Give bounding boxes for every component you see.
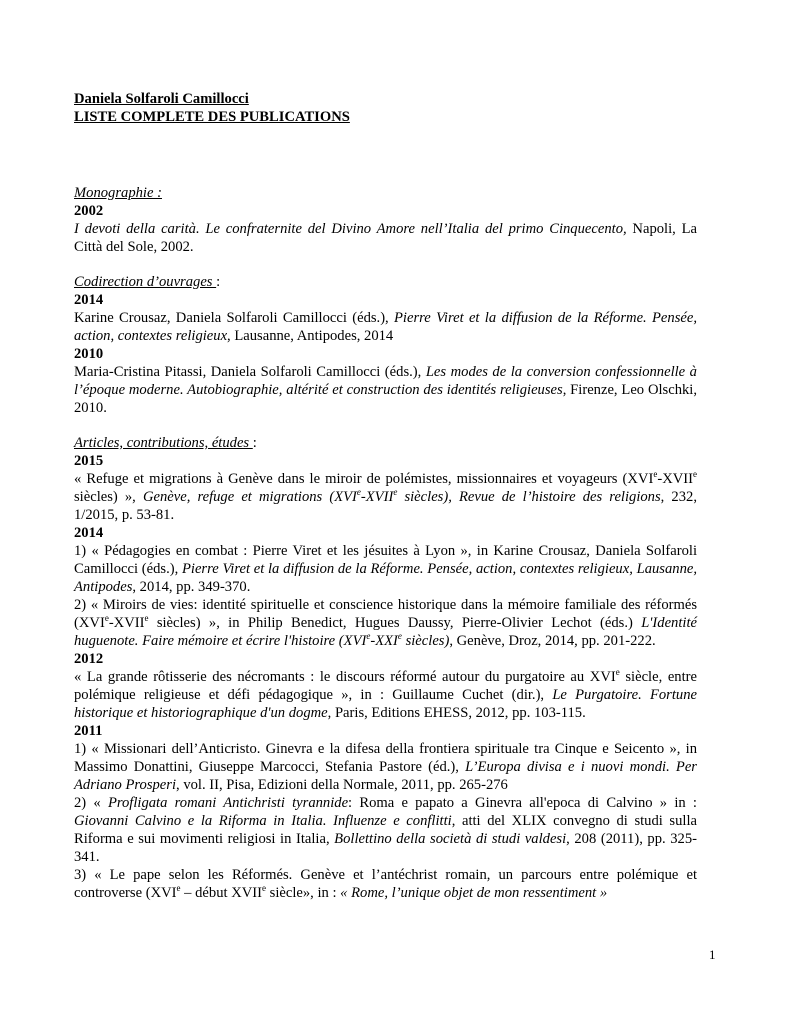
entry-article-2015: « Refuge et migrations à Genève dans le miroir de polémistes, missionnaires et voyageurs (XVIe-XVIIe siècles) », Genève, refuge et migrations (XVIe-XVIIe siècles), Revue de l’histoire des religions, 232, 1/2015, p. 53-81. [74, 469, 697, 523]
entry-article-2014-2: 2) « Miroirs de vies: identité spirituelle et conscience historique dans la mémoire familiale des réformés (XVIe-XVIIe siècles) », in Philip Benedict, Hugues Daussy, Pierre-Olivier Lechot (éds.) L'Identité huguenote. Faire mémoire et écrire l'histoire (XVIe-XXIe siècles), Genève, Droz, 2014, pp. 201-222. [74, 597, 697, 649]
year-2002: 2002 [74, 203, 104, 219]
entry-article-2011-3: 3) « Le pape selon les Réformés. Genève et l’antéchrist romain, un parcours entre polémique et controverse (XVIe – début XVIIe siècle», in : « Rome, l’unique objet de mon ressentiment » [74, 867, 697, 901]
year-2015: 2015 [74, 453, 104, 469]
year-2010: 2010 [74, 346, 104, 362]
author-name: Daniela Solfaroli Camillocci [74, 91, 249, 107]
entry-article-2011-2: 2) « Profligata romani Antichristi tyrannide: Roma e papato a Ginevra all'epoca di Calvino » in : Giovanni Calvino e la Riforma in Italia. Influenze e conflitti, atti del XLIX convegno di studi sulla Riforma e sui movimenti religiosi in Italia, Bollettino della società di studi valdesi, 208 (2011), pp. 325-341. [74, 795, 697, 865]
year-2014: 2014 [74, 292, 104, 308]
document-title: LISTE COMPLETE DES PUBLICATIONS [74, 109, 350, 125]
entry-article-2012: « La grande rôtisserie des nécromants : le discours réformé autour du purgatoire au XVIe siècle, entre polémique religieuse et défi pédagogique », in : Guillaume Cuchet (dir.), Le Purgatoire. Fortune historique et historiographique d'un dogme, Paris, Editions EHESS, 2012, pp. 103-115. [74, 667, 697, 721]
page-number: 1 [709, 947, 716, 962]
entry-title: I devoti della carità. Le confraternite del Divino Amore nell’Italia del primo Cinquecento, [74, 221, 627, 237]
entry-article-2011-1: 1) « Missionari dell’Anticristo. Ginevra e la difesa della frontiera spirituale tra Cinque e Seicento », in Massimo Donattini, Giuseppe Marcocci, Stefania Pastore (éd.), L’Europa divisa e i nuovi mondi. Per Adriano Prosperi, vol. II, Pisa, Edizioni della Normale, 2011, pp. 265-276 [74, 741, 697, 793]
entry-codirection-2010: Maria-Cristina Pitassi, Daniela Solfaroli Camillocci (éds.), Les modes de la conversion confessionnelle à l’époque moderne. Autobiographie, altérité et construction des identités religieuses, Firenze, Leo Olschki, 2010. [74, 364, 697, 416]
section-heading-monographie: Monographie : [74, 185, 162, 201]
section-heading-codirection: Codirection d’ouvrages [74, 274, 217, 290]
section-codirection: Codirection d’ouvrages : 2014 Karine Crousaz, Daniela Solfaroli Camillocci (éds.), Pierre Viret et la diffusion de la Réforme. Pensée, action, contextes religieux, Lausanne, Antipodes, 2014 2010 Maria-Cristina Pitassi, Daniela Solfaroli Camillocci (éds.), Les modes de la conversion confessionnelle à l’époque moderne. Autobiographie, altérité et construction des identités religieuses, Firenze, Leo Olschki, 2010. [74, 274, 697, 416]
section-monographie [74, 184, 697, 256]
year-2012: 2012 [74, 651, 104, 667]
document-body [74, 90, 697, 902]
section-heading-articles: Articles, contributions, études [74, 435, 253, 451]
entry-article-2014-1: 1) « Pédagogies en combat : Pierre Viret et les jésuites à Lyon », in Karine Crousaz, Daniela Solfaroli Camillocci (éds.), Pierre Viret et la diffusion de la Réforme. Pensée, action, contextes religieux, Lausanne, Antipodes, 2014, pp. 349-370. [74, 543, 697, 595]
entry-codirection-2014: Karine Crousaz, Daniela Solfaroli Camillocci (éds.), Pierre Viret et la diffusion de la Réforme. Pensée, action, contextes religieux, Lausanne, Antipodes, 2014 [74, 310, 697, 344]
year-2014-articles: 2014 [74, 525, 104, 541]
year-2011: 2011 [74, 723, 103, 739]
section-articles: Articles, contributions, études : 2015 « Refuge et migrations à Genève dans le miroir de polémistes, missionnaires et voyageurs (XVIe-XVIIe siècles) », Genève, refuge et migrations (XVIe-XVIIe siècles), Revue de l’histoire des religions, 232, 1/2015, p. 53-81. 2014 1) « Pédagogies en combat : Pierre Viret et les jésuites à Lyon », in Karine Crousaz, Daniela Solfaroli Camillocci (éds.), Pierre Viret et la diffusion de la Réforme. Pensée, action, contextes religieux, Lausanne, Antipodes, 2014, pp. 349-370. 2) « Miroirs de vies: identité spirituelle et conscience historique dans la mémoire familiale des réformés (XVIe-XVIIe siècles) », in Philip Benedict, Hugues Daussy, Pierre-Olivier Lechot (éds.) L'Identité huguenote. Faire mémoire et écrire l'histoire (XVIe-XXIe siècles), Genève, Droz, 2014, pp. 201-222. 2012 « La grande rôtisserie des nécromants : le discours réformé autour du purgatoire au XVIe siècle, entre polémique religieuse et défi pédagogique », in : Guillaume Cuchet (dir.), Le Purgatoire. Fortune historique et historiographique d'un dogme, Paris, Editions EHESS, 2012, pp. 103-115. 2011 1) « Missionari dell’Anticristo. Ginevra e la difesa della frontiera spirituale tra Cinque e Seicento », in Massimo Donattini, Giuseppe Marcocci, Stefania Pastore (éd.), L’Europa divisa e i nuovi mondi. Per Adriano Prosperi, vol. II, Pisa, Edizioni della Normale, 2011, pp. 265-276 2) « Profligata romani Antichristi tyrannide: Roma e papato a Ginevra all'epoca di Calvino » in : Giovanni Calvino e la Riforma in Italia. Influenze e conflitti, atti del XLIX convegno di studi sulla Riforma e sui movimenti religiosi in Italia, Bollettino della società di studi valdesi, 208 (2011), pp. 325-341. 3) « Le pape selon les Réformés. Genève et l’antéchrist romain, un parcours entre polémique et controverse (XVIe – début XVIIe siècle», in : « Rome, l’unique objet de mon ressentiment » [74, 435, 697, 901]
entry-monographie: I devoti della carità. Le confraternite del Divino Amore nell’Italia del primo Cinquecento, Napoli, La Città del Sole, 2002. [74, 221, 697, 255]
